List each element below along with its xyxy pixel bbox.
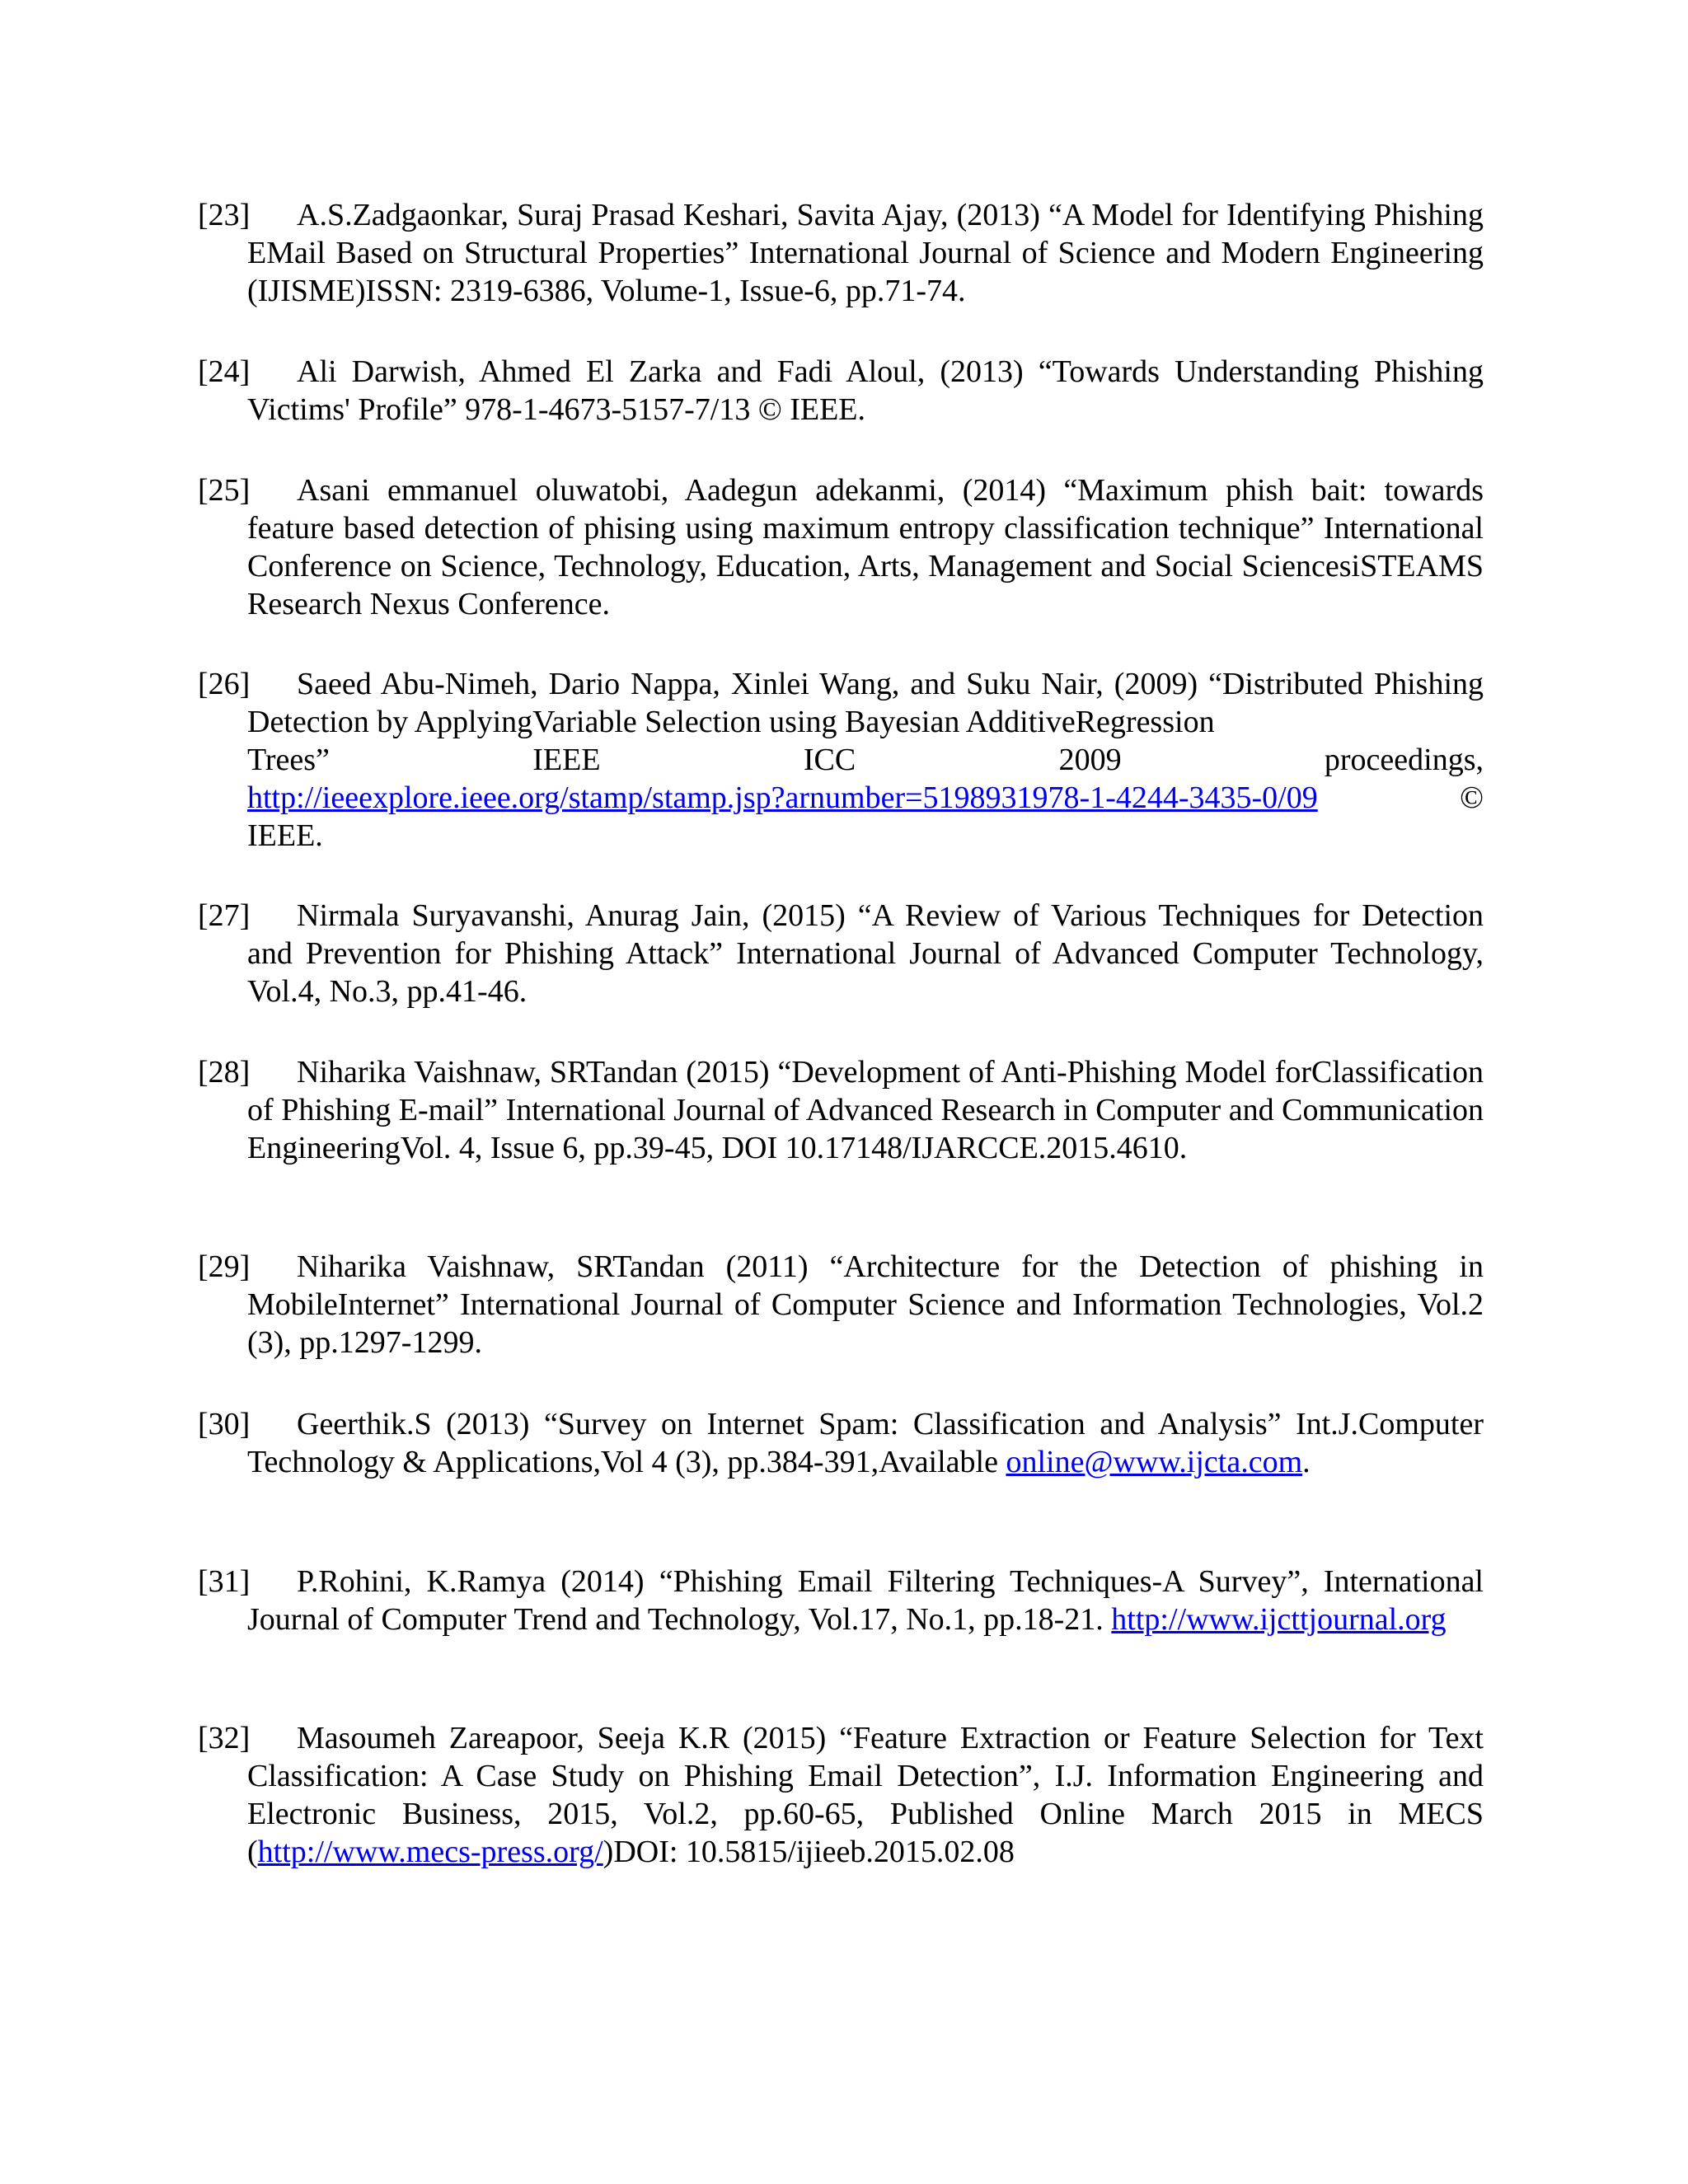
reference-link[interactable]: online@www.ijcta.com [1006, 1445, 1303, 1479]
reference-30: [30] Geerthik.S (2013) “Survey on Internet Spam: Classification and Analysis” Int.J.Computer Technology & Applications,Vol 4 (3), pp.384-391,Available online@www.ijcta.com. [198, 1407, 1484, 1479]
reference-number: [27] [198, 898, 251, 933]
reference-text: P.Rohini, K.Ramya (2014) “Phishing Email Filtering Techniques-A Survey”, International Journal of Computer Trend and Technology, Vol.17, No.1, pp.18-21. [247, 1564, 1484, 1637]
reference-27 [198, 897, 1484, 1010]
reference-link[interactable]: http://www.ijcttjournal.org [1111, 1602, 1447, 1637]
reference-text: Geerthik.S (2013) “Survey on Internet Spam: Classification and Analysis” Int.J.Computer Technology & Applications,Vol 4 (3), pp.384-391,Available [247, 1407, 1484, 1479]
reference-32: [32] Masoumeh Zareapoor, Seeja K.R (2015) “Feature Extraction or Feature Selection for Text Classification: A Case Study on Phishing Email Detection”, I.J. Information Engineering and Electronic Business, 2015, Vol.2, pp.60-65, Published Online March 2015 in MECS (http://www.mecs-press.org/)DOI: 10.5815/ijieeb.2015.02.08 [198, 1721, 1484, 1869]
reference-text: Ali Darwish, Ahmed El Zarka and Fadi Aloul, (2013) “Towards Understanding Phishing Victims' Profile” 978-1-4673-5157-7/13 © IEEE. [247, 354, 1484, 427]
reference-25 [198, 471, 1484, 623]
reference-26-line3: Trees” IEEE ICC 2009 proceedings, [247, 743, 1484, 777]
reference-text: Masoumeh Zareapoor, Seeja K.R (2015) “Feature Extraction or Feature Selection for Text Classification: A Case Study on Phishing Email Detection”, I.J. Information Engineering and Electronic Business, 2015, Vol.2, pp.60-65, Published Online March 2015 in MECS ( [247, 1721, 1484, 1869]
reference-text: Saeed Abu-Nimeh, Dario Nappa, Xinlei Wang, and Suku Nair, (2009) “Distributed Phishing Detection by ApplyingVariable Selection using Bayesian AdditiveRegression [247, 667, 1484, 739]
reference-26-line4: http://ieeexplore.ieee.org/stamp/stamp.jsp?arnumber=5198931978-1-4244-3435-0/09 © [247, 780, 1484, 815]
reference-link[interactable]: http://ieeexplore.ieee.org/stamp/stamp.jsp?arnumber=5198931978-1-4244-3435-0/09 [247, 780, 1318, 815]
reference-text: Nirmala Suryavanshi, Anurag Jain, (2015) “A Review of Various Techniques for Detection and Prevention for Phishing Attack” International Journal of Advanced Computer Technology, Vol.4, No.3, pp.41-46. [247, 898, 1484, 1009]
reference-number: [31] [198, 1564, 251, 1599]
reference-text: A.S.Zadgaonkar, Suraj Prasad Keshari, Savita Ajay, (2013) “A Model for Identifying Phishing EMail Based on Structural Properties” International Journal of Science and Modern Engineering (IJISME)ISSN: 2319-6386, Volume-1, Issue-6, pp.71-74. [247, 198, 1484, 308]
reference-text: Niharika Vaishnaw, SRTandan (2015) “Development of Anti-Phishing Model forClassification of Phishing E-mail” International Journal of Advanced Research in Computer and Communication EngineeringVol. 4, Issue 6, pp.39-45, DOI 10.17148/IJARCCE.2015.4610. [247, 1055, 1484, 1165]
reference-31 [198, 1563, 1484, 1638]
reference-26: [26] Saeed Abu-Nimeh, Dario Nappa, Xinlei Wang, and Suku Nair, (2009) “Distributed Phishing Detection by ApplyingVariable Selection using Bayesian AdditiveRegression Trees” IEEE ICC 2009 proceedings, http://ieeexplore.ieee.org/stamp/stamp.jsp?arnumber=5198931978-1-4244-3435-0/09 © IEEE. [198, 667, 1484, 853]
reference-number: [24] [198, 354, 251, 389]
reference-text: Asani emmanuel oluwatobi, Aadegun adekanmi, (2014) “Maximum phish bait: towards feature based detection of phising using maximum entropy classification technique” International Conference on Science, Technology, Education, Arts, Management and Social SciencesiSTEAMS Research Nexus Conference. [247, 473, 1484, 621]
reference-text: Niharika Vaishnaw, SRTandan (2011) “Architecture for the Detection of phishing in MobileInternet” International Journal of Computer Science and Information Technologies, Vol.2 (3), pp.1297-1299. [247, 1249, 1484, 1360]
reference-number: [23] [198, 198, 251, 232]
reference-number: [26] [198, 667, 251, 701]
reference-number: [30] [198, 1407, 251, 1441]
reference-number: [25] [198, 473, 251, 508]
reference-number: [29] [198, 1249, 251, 1284]
reference-23 [198, 196, 1484, 310]
reference-24 [198, 353, 1484, 429]
reference-28 [198, 1053, 1484, 1167]
reference-link[interactable]: http://www.mecs-press.org/ [257, 1835, 603, 1869]
reference-number: [32] [198, 1721, 251, 1755]
reference-number: [28] [198, 1055, 251, 1090]
reference-29 [198, 1248, 1484, 1361]
